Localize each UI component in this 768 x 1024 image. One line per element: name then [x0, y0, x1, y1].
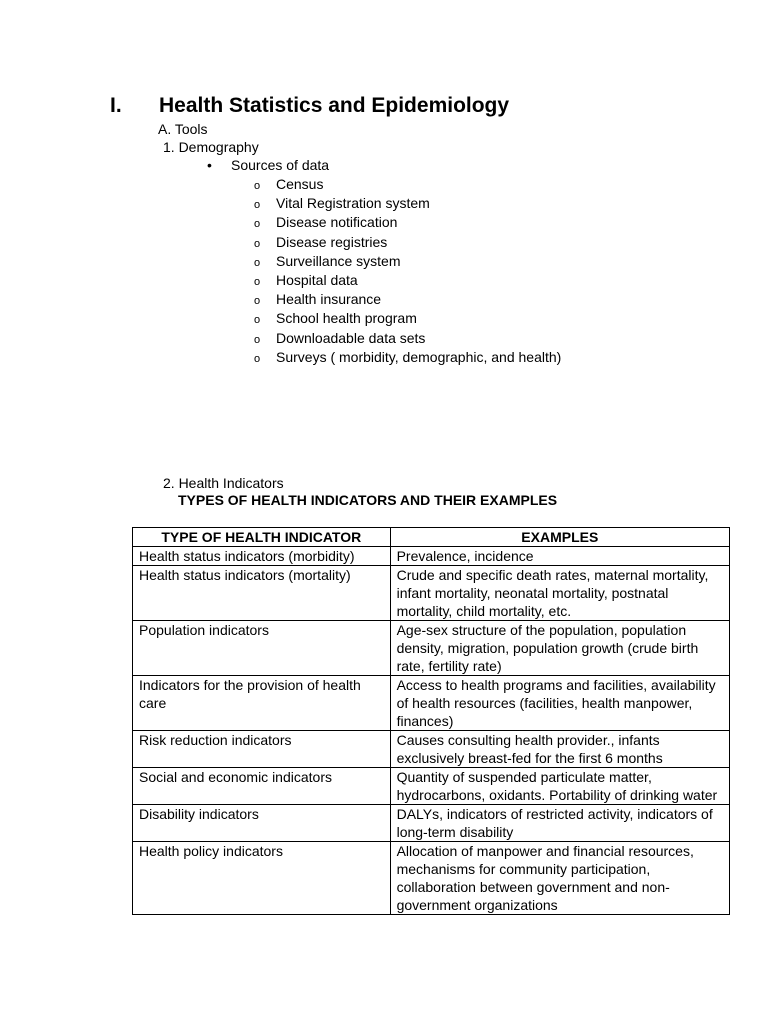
column-header-examples: EXAMPLES [390, 528, 729, 547]
indicator-examples-cell: Quantity of suspended particulate matter, hydrocarbons, oxidants. Portability of drinking water [390, 768, 729, 805]
indicator-type-cell: Health status indicators (morbidity) [133, 547, 391, 566]
subsection-health-indicators: 2. Health Indicators [163, 475, 284, 491]
section-number: I. [110, 94, 122, 117]
subsection-tools: A. Tools [158, 121, 208, 137]
source-item [254, 271, 561, 290]
source-item-label: Vital Registration system [276, 195, 430, 212]
health-indicators-table [132, 527, 730, 915]
source-item [254, 252, 561, 271]
bullet-sources-of-data: Sources of data [231, 157, 330, 173]
source-item-label: Health insurance [276, 291, 382, 308]
subsection-demography: 1. Demography [163, 139, 259, 155]
indicator-examples-cell: Prevalence, incidence [390, 547, 729, 566]
indicator-examples-cell: Allocation of manpower and financial resources, mechanisms for community participation, collaboration between government and non-government organizations [390, 842, 729, 915]
indicator-examples-cell: Crude and specific death rates, maternal mortality, infant mortality, neonatal mortality, postnatal mortality, child mortality, etc. [390, 566, 729, 621]
source-item-label: Downloadable data sets [276, 329, 426, 346]
page-title: Health Statistics and Epidemiology [159, 94, 510, 117]
circle-bullet-icon: o [254, 256, 261, 269]
sources-list [254, 175, 561, 367]
indicator-type-cell: Social and economic indicators [133, 768, 391, 805]
source-item-label: Census [276, 176, 324, 192]
source-item [254, 329, 561, 348]
circle-bullet-icon: o [254, 352, 261, 365]
table-row [133, 676, 730, 731]
source-item [254, 233, 561, 252]
source-item [254, 309, 561, 328]
source-item-label: Hospital data [276, 271, 358, 288]
circle-bullet-icon: o [254, 218, 261, 231]
circle-bullet-icon: o [254, 237, 261, 250]
indicator-type-cell: Health policy indicators [133, 842, 391, 915]
bullet-icon: • [207, 157, 212, 173]
indicator-type-cell: Risk reduction indicators [133, 731, 391, 768]
table-row [133, 547, 730, 566]
circle-bullet-icon: o [254, 180, 261, 192]
table-row [133, 805, 730, 842]
source-item [254, 348, 561, 367]
circle-bullet-icon: o [254, 295, 261, 308]
indicator-examples-cell: DALYs, indicators of restricted activity, indicators of long-term disability [390, 805, 729, 842]
source-item [254, 194, 561, 213]
indicator-type-cell: Indicators for the provision of health care [133, 676, 391, 731]
indicator-examples-cell: Access to health programs and facilities, availability of health resources (facilities, health manpower, finances) [390, 676, 729, 731]
circle-bullet-icon: o [254, 275, 261, 288]
circle-bullet-icon: o [254, 333, 261, 346]
column-header-type: TYPE OF HEALTH INDICATOR [133, 528, 391, 547]
circle-bullet-icon: o [254, 199, 261, 212]
table-title: TYPES OF HEALTH INDICATORS AND THEIR EXAMPLES [178, 492, 558, 508]
indicator-type-cell: Population indicators [133, 621, 391, 676]
source-item [254, 213, 561, 232]
indicator-type-cell: Health status indicators (mortality) [133, 566, 391, 621]
indicator-examples-cell: Age-sex structure of the population, population density, migration, population growth (crude birth rate, fertility rate) [390, 621, 729, 676]
source-item-label: School health program [276, 310, 417, 327]
indicator-type-cell: Disability indicators [133, 805, 391, 842]
table-row [133, 842, 730, 915]
source-item-label: Disease notification [276, 214, 398, 231]
table-row [133, 621, 730, 676]
source-item-label: Surveillance system [276, 252, 401, 269]
table-row [133, 731, 730, 768]
indicator-examples-cell: Causes consulting health provider., infants exclusively breast-fed for the first 6 months [390, 731, 729, 768]
table-row [133, 566, 730, 621]
table-row [133, 768, 730, 805]
source-item [254, 290, 561, 309]
source-item [254, 175, 561, 194]
source-item-label: Surveys ( morbidity, demographic, and health) [276, 348, 562, 365]
table-body [133, 547, 730, 915]
table-header-row [133, 528, 730, 547]
source-item-label: Disease registries [276, 233, 388, 250]
circle-bullet-icon: o [254, 314, 261, 327]
